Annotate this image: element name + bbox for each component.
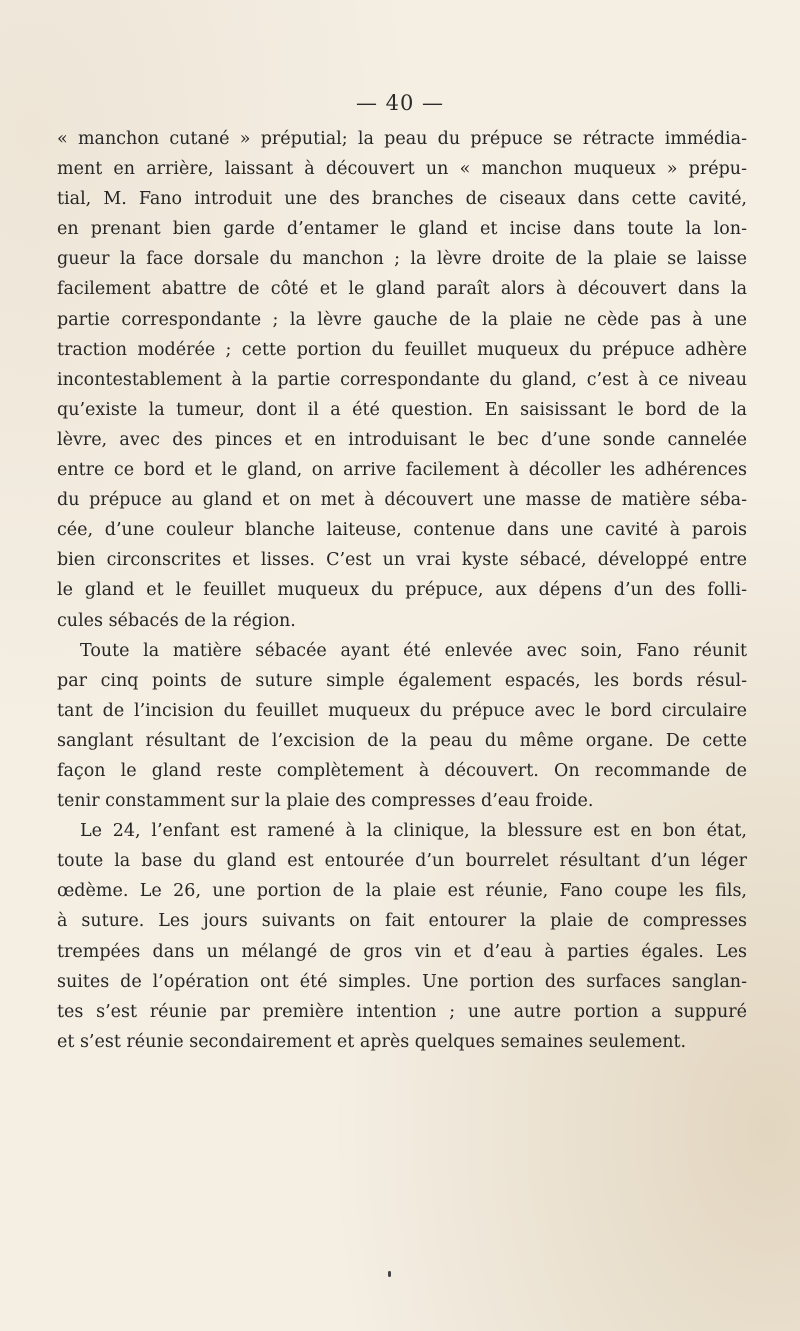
text-line: tial, M. Fano introduit une des branches de ciseaux dans cette cavité, bbox=[57, 189, 747, 210]
text-line: cules sébacés de la région. bbox=[57, 610, 296, 631]
text-line: ment en arrière, laissant à découvert un « manchon muqueux » prépu- bbox=[57, 159, 747, 180]
text-line: en prenant bien garde d’entamer le gland et incise dans toute la lon- bbox=[57, 219, 747, 240]
text-line: par cinq points de suture simple également espacés, les bords résul- bbox=[57, 670, 747, 691]
page-number: — 40 — bbox=[355, 91, 445, 115]
text-line: trempées dans un mélangé de gros vin et d’eau à parties égales. Les bbox=[57, 941, 747, 962]
text-line: du prépuce au gland et on met à découvert une masse de matière séba- bbox=[57, 490, 747, 511]
text-line: façon le gland reste complètement à découvert. On recommande de bbox=[57, 760, 747, 781]
text-line: entre ce bord et le gland, on arrive facilement à décoller les adhérences bbox=[57, 460, 747, 481]
text-line: « manchon cutané » préputial; la peau du prépuce se rétracte immédia- bbox=[57, 129, 747, 149]
text-line: toute la base du gland est entourée d’un bourrelet résultant d’un léger bbox=[57, 851, 747, 872]
text-line: gueur la face dorsale du manchon ; la lèvre droite de la plaie se laisse bbox=[57, 249, 747, 270]
text-line: incontestablement à la partie correspondante du gland, c’est à ce niveau bbox=[57, 369, 747, 390]
text-line: Le 24, l’enfant est ramené à la clinique, la blessure est en bon état, bbox=[80, 821, 747, 842]
ink-speck bbox=[388, 1271, 391, 1277]
text-line: tes s’est réunie par première intention ; une autre portion a suppuré bbox=[57, 1001, 747, 1022]
text-line: le gland et le feuillet muqueux du prépuce, aux dépens d’un des folli- bbox=[57, 580, 747, 601]
text-line: traction modérée ; cette portion du feuillet muqueux du prépuce adhère bbox=[57, 339, 747, 360]
text-line: tant de l’incision du feuillet muqueux du prépuce avec le bord circulaire bbox=[57, 700, 747, 721]
text-line: partie correspondante ; la lèvre gauche de la plaie ne cède pas à une bbox=[57, 309, 747, 330]
text-line: à suture. Les jours suivants on fait entourer la plaie de compresses bbox=[57, 911, 747, 932]
text-line: sanglant résultant de l’excision de la peau du même organe. De cette bbox=[57, 730, 747, 751]
text-line: suites de l’opération ont été simples. Une portion des surfaces sanglan- bbox=[57, 971, 747, 992]
text-line: tenir constamment sur la plaie des compresses d’eau froide. bbox=[57, 791, 594, 812]
text-line: bien circonscrites et lisses. C’est un vrai kyste sébacé, développé entre bbox=[57, 550, 747, 571]
text-line: lèvre, avec des pinces et en introduisant le bec d’une sonde cannelée bbox=[57, 429, 747, 450]
text-line: Toute la matière sébacée ayant été enlevée avec soin, Fano réunit bbox=[80, 640, 747, 661]
text-line: facilement abattre de côté et le gland paraît alors à découvert dans la bbox=[57, 279, 747, 300]
text-line: œdème. Le 26, une portion de la plaie est réunie, Fano coupe les fils, bbox=[57, 881, 747, 902]
text-line: et s’est réunie secondairement et après quelques semaines seulement. bbox=[57, 1031, 687, 1052]
text-line: cée, d’une couleur blanche laiteuse, contenue dans une cavité à parois bbox=[57, 520, 747, 541]
text-line: qu’existe la tumeur, dont il a été question. En saisissant le bord de la bbox=[57, 399, 747, 420]
body-text bbox=[57, 124, 747, 1057]
